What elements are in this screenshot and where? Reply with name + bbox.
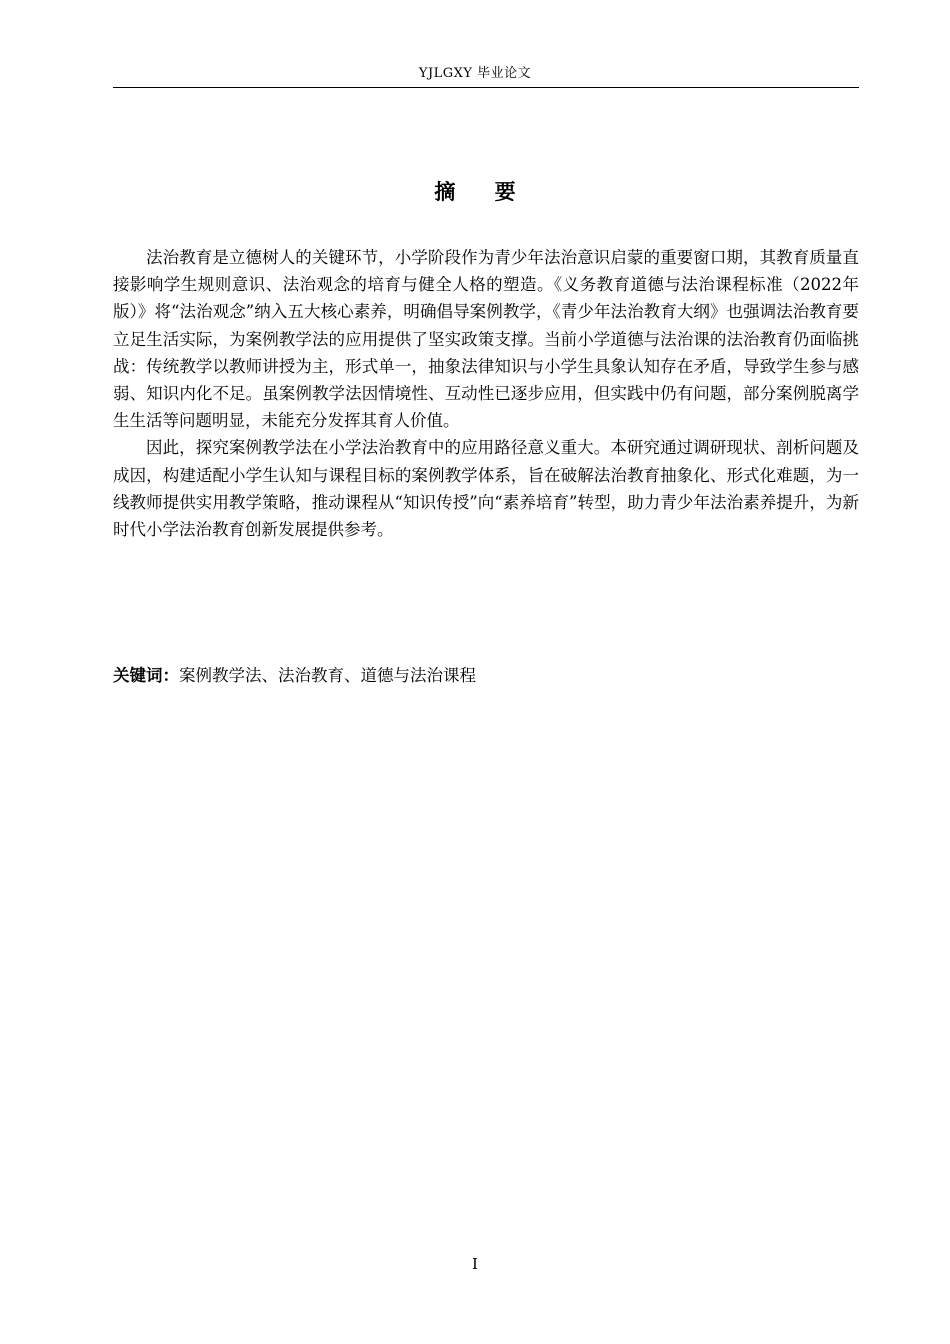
header-divider	[113, 87, 859, 88]
abstract-paragraph-1: 法治教育是立德树人的关键环节，小学阶段作为青少年法治意识启蒙的重要窗口期，其教育质量直接影响学生规则意识、法治观念的培育与健全人格的塑造。《义务教育道德与法治课程标准（2022年版）》将“法治观念”纳入五大核心素养，明确倡导案例教学，《青少年法治教育大纲》也强调法治教育要立足生活实际，为案例教学法的应用提供了坚实政策支撑。当前小学道德与法治课的法治教育仍面临挑战：传统教学以教师讲授为主，形式单一，抽象法律知识与小学生具象认知存在矛盾，导致学生参与感弱、知识内化不足。虽案例教学法因情境性、互动性已逐步应用，但实践中仍有问题，部分案例脱离学生生活等问题明显，未能充分发挥其育人价值。	[113, 248, 859, 431]
keywords-value: 案例教学法、法治教育、道德与法治课程	[179, 666, 476, 685]
page-number: I	[472, 1255, 478, 1273]
keywords-label: 关键词：	[113, 666, 179, 685]
abstract-title: 摘 要	[434, 180, 532, 204]
abstract-body	[113, 244, 859, 543]
running-header: YJLGXY 毕业论文	[418, 66, 532, 81]
keywords-line	[113, 662, 859, 689]
abstract-paragraph-2: 因此，探究案例教学法在小学法治教育中的应用路径意义重大。本研究通过调研现状、剖析问题及成因，构建适配小学生认知与课程目标的案例教学体系，旨在破解法治教育抽象化、形式化难题，为一线教师提供实用教学策略，推动课程从“知识传授”向“素养培育”转型，助力青少年法治素养提升，为新时代小学法治教育创新发展提供参考。	[113, 438, 859, 540]
